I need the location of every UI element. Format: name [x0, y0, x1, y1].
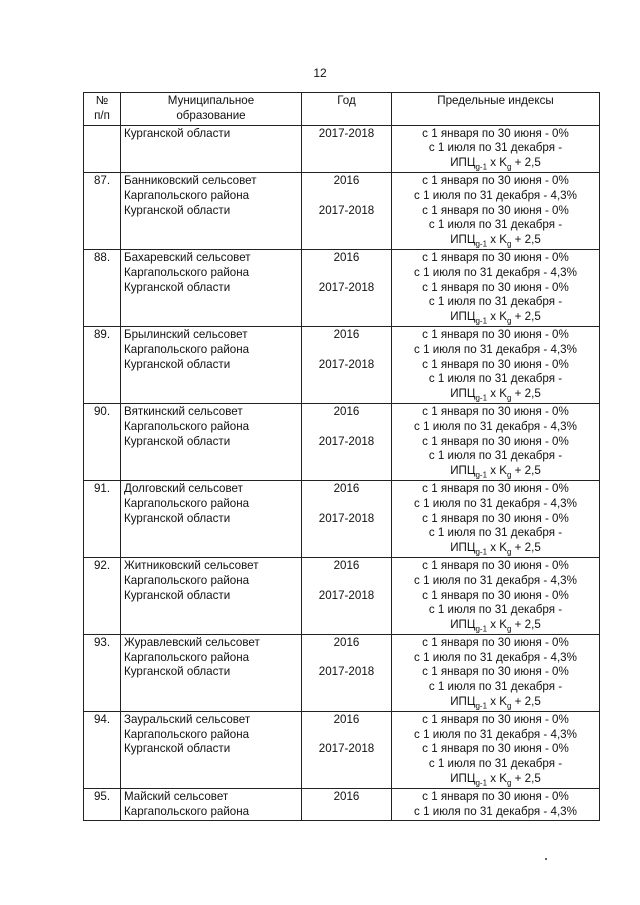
- formula-sub1: g-1: [475, 162, 488, 172]
- index-formula: [395, 387, 596, 402]
- header-municipality-line2: образование: [176, 108, 246, 122]
- index-jul-dec: с 1 июля по 31 декабря -: [428, 218, 563, 232]
- formula-times: x K: [487, 541, 507, 555]
- formula-times: x K: [487, 618, 507, 632]
- table-header-row: [84, 93, 600, 126]
- row-number: 93.: [84, 634, 121, 711]
- row-year: [302, 557, 392, 634]
- index-formula: [395, 310, 596, 325]
- municipality-region: Курганской области: [124, 434, 231, 448]
- year-2017-2018: 2017-2018: [318, 280, 375, 294]
- formula-times: x K: [487, 387, 507, 401]
- index-jul-dec: с 1 июля по 31 декабря -: [428, 141, 563, 155]
- year-2017-2018: 2017-2018: [318, 588, 375, 602]
- row-indices: [392, 125, 600, 172]
- scan-speck: [545, 858, 547, 860]
- table-row: [84, 788, 600, 821]
- index-jan-jun: с 1 января по 30 июня - 0%: [422, 327, 569, 341]
- formula-sub2: g: [507, 470, 512, 480]
- index-jan-jun: с 1 января по 30 июня - 0%: [422, 789, 569, 803]
- index-jul-dec-pct: с 1 июля по 31 декабря - 4,3%: [414, 650, 577, 664]
- row-number: 87.: [84, 172, 121, 249]
- index-jul-dec-pct: с 1 июля по 31 декабря - 4,3%: [414, 573, 577, 587]
- formula-tail: + 2,5: [511, 310, 541, 324]
- row-indices: [392, 480, 600, 557]
- index-jul-dec: с 1 июля по 31 декабря -: [428, 603, 563, 617]
- municipality-region: Курганской области: [124, 588, 231, 602]
- formula-sub2: g: [507, 162, 512, 172]
- municipality-name: Журавлевский сельсовет: [124, 635, 260, 649]
- municipality-district: Каргапольского района: [124, 265, 250, 279]
- municipality-district: Каргапольского района: [124, 342, 250, 356]
- index-formula: [395, 772, 596, 787]
- table-row: [84, 557, 600, 634]
- index-jul-dec-pct: с 1 июля по 31 декабря - 4,3%: [414, 419, 577, 433]
- row-number: 91.: [84, 480, 121, 557]
- header-year: Год: [302, 93, 392, 126]
- municipality-region: Курганской области: [124, 665, 231, 679]
- index-jan-jun-2: с 1 января по 30 июня - 0%: [422, 203, 569, 217]
- index-jul-dec: с 1 июля по 31 декабря -: [428, 449, 563, 463]
- municipality-name: Банниковский сельсовет: [124, 173, 257, 187]
- index-jul-dec: с 1 июля по 31 декабря -: [428, 295, 563, 309]
- row-municipality: [121, 249, 302, 326]
- index-jan-jun-2: с 1 января по 30 июня - 0%: [422, 742, 569, 756]
- formula-sub1: g-1: [475, 778, 488, 788]
- formula-sub2: g: [507, 239, 512, 249]
- formula-tail: + 2,5: [511, 772, 541, 786]
- row-municipality: [121, 788, 302, 821]
- year-2016: 2016: [333, 327, 360, 341]
- formula-base: ИПЦ: [450, 156, 476, 170]
- municipality-name: Брылинский сельсовет: [124, 327, 248, 341]
- row-number: 88.: [84, 249, 121, 326]
- municipality-region: Курганской области: [124, 357, 231, 371]
- page-number: 12: [313, 66, 327, 80]
- row-year: [302, 172, 392, 249]
- municipality-district: Каргапольского района: [124, 650, 250, 664]
- municipality-district: Каргапольского района: [124, 727, 250, 741]
- index-jan-jun: с 1 января по 30 июня - 0%: [422, 250, 569, 264]
- row-indices: [392, 172, 600, 249]
- row-year: [302, 249, 392, 326]
- index-formula: [395, 464, 596, 479]
- year-2017-2018: 2017-2018: [318, 434, 375, 448]
- row-municipality: [121, 480, 302, 557]
- year-spacer: [305, 189, 388, 204]
- year-value: 2017-2018: [318, 126, 375, 140]
- year-spacer: [305, 728, 388, 743]
- index-jan-jun-2: с 1 января по 30 июня - 0%: [422, 434, 569, 448]
- municipality-name: Житниковский сельсовет: [124, 558, 259, 572]
- year-spacer: [305, 497, 388, 512]
- year-spacer: [305, 574, 388, 589]
- formula-tail: + 2,5: [511, 464, 541, 478]
- index-jul-dec-pct: с 1 июля по 31 декабря - 4,3%: [414, 188, 577, 202]
- index-formula: [395, 695, 596, 710]
- formula-sub2: g: [507, 778, 512, 788]
- row-indices: [392, 326, 600, 403]
- formula-base: ИПЦ: [450, 772, 476, 786]
- row-municipality: [121, 326, 302, 403]
- formula-tail: + 2,5: [511, 541, 541, 555]
- row-municipality: [121, 403, 302, 480]
- formula-base: ИПЦ: [450, 233, 476, 247]
- municipality-name: Долговский сельсовет: [124, 481, 243, 495]
- row-indices: [392, 557, 600, 634]
- formula-times: x K: [487, 233, 507, 247]
- municipality-name: Майский сельсовет: [124, 789, 229, 803]
- index-jul-dec: с 1 июля по 31 декабря -: [428, 680, 563, 694]
- header-number: [84, 93, 121, 126]
- formula-tail: + 2,5: [511, 618, 541, 632]
- index-jul-dec-pct: с 1 июля по 31 декабря - 4,3%: [414, 265, 577, 279]
- row-year: [302, 480, 392, 557]
- year-2017-2018: 2017-2018: [318, 357, 375, 371]
- municipality-district: Каргапольского района: [124, 419, 250, 433]
- row-number: 89.: [84, 326, 121, 403]
- year-2017-2018: 2017-2018: [318, 511, 375, 525]
- row-number: [84, 125, 121, 172]
- formula-times: x K: [487, 695, 507, 709]
- table-row: [84, 249, 600, 326]
- index-jan-jun-2: с 1 января по 30 июня - 0%: [422, 511, 569, 525]
- formula-base: ИПЦ: [450, 464, 476, 478]
- row-year: [302, 634, 392, 711]
- header-municipality-line1: Муниципальное: [167, 94, 255, 107]
- index-formula: [395, 233, 596, 248]
- index-jul-dec: с 1 июля по 31 декабря -: [428, 757, 563, 771]
- year-2016: 2016: [333, 404, 360, 418]
- year-2016: 2016: [333, 558, 360, 572]
- row-number: 94.: [84, 711, 121, 788]
- formula-sub2: g: [507, 316, 512, 326]
- municipality-region: Курганской области: [124, 203, 231, 217]
- formula-sub1: g-1: [475, 239, 488, 249]
- municipality-name: Бахаревский сельсовет: [124, 250, 251, 264]
- table-row: [84, 711, 600, 788]
- municipality-region: Курганской области: [124, 126, 231, 140]
- year-spacer: [305, 420, 388, 435]
- index-jul-dec-pct: с 1 июля по 31 декабря - 4,3%: [414, 496, 577, 510]
- index-formula: [395, 618, 596, 633]
- table-row: [84, 634, 600, 711]
- row-municipality: [121, 125, 302, 172]
- index-jan-jun: с 1 января по 30 июня - 0%: [422, 712, 569, 726]
- formula-sub2: g: [507, 393, 512, 403]
- municipality-district: Каргапольского района: [124, 804, 250, 818]
- index-jul-dec-pct: с 1 июля по 31 декабря - 4,3%: [414, 727, 577, 741]
- formula-base: ИПЦ: [450, 695, 476, 709]
- index-jul-dec-pct: с 1 июля по 31 декабря - 4,3%: [414, 804, 577, 818]
- year-2016: 2016: [333, 250, 360, 264]
- table-row: [84, 326, 600, 403]
- formula-sub2: g: [507, 624, 512, 634]
- row-municipality: [121, 172, 302, 249]
- formula-sub1: g-1: [475, 624, 488, 634]
- index-jan-jun-2: с 1 января по 30 июня - 0%: [422, 280, 569, 294]
- index-jan-jun: с 1 января по 30 июня - 0%: [422, 558, 569, 572]
- index-jan-jun: с 1 января по 30 июня - 0%: [422, 126, 569, 140]
- row-indices: [392, 403, 600, 480]
- year-2017-2018: 2017-2018: [318, 742, 375, 756]
- year-2017-2018: 2017-2018: [318, 665, 375, 679]
- municipality-region: Курганской области: [124, 511, 231, 525]
- year-2016: 2016: [333, 712, 360, 726]
- year-spacer: [305, 343, 388, 358]
- formula-sub1: g-1: [475, 470, 488, 480]
- formula-times: x K: [487, 156, 507, 170]
- index-jan-jun-2: с 1 января по 30 июня - 0%: [422, 665, 569, 679]
- formula-base: ИПЦ: [450, 618, 476, 632]
- municipality-district: Каргапольского района: [124, 496, 250, 510]
- year-2016: 2016: [333, 635, 360, 649]
- year-2017-2018: 2017-2018: [318, 203, 375, 217]
- row-year: [302, 711, 392, 788]
- index-jan-jun: с 1 января по 30 июня - 0%: [422, 635, 569, 649]
- header-municipality: [121, 93, 302, 126]
- municipality-name: Зауральский сельсовет: [124, 712, 251, 726]
- year-spacer: [305, 651, 388, 666]
- table-row-continuation: [84, 125, 600, 172]
- formula-sub2: g: [507, 547, 512, 557]
- index-jan-jun: с 1 января по 30 июня - 0%: [422, 404, 569, 418]
- header-number-line2: п/п: [94, 108, 110, 122]
- row-number: 92.: [84, 557, 121, 634]
- formula-sub1: g-1: [475, 316, 488, 326]
- row-number: 90.: [84, 403, 121, 480]
- row-indices: [392, 634, 600, 711]
- formula-tail: + 2,5: [511, 695, 541, 709]
- index-formula: [395, 541, 596, 556]
- municipality-region: Курганской области: [124, 742, 231, 756]
- formula-times: x K: [487, 464, 507, 478]
- formula-base: ИПЦ: [450, 541, 476, 555]
- table-row: [84, 480, 600, 557]
- row-number: 95.: [84, 788, 121, 821]
- row-year: [302, 403, 392, 480]
- index-jan-jun: с 1 января по 30 июня - 0%: [422, 481, 569, 495]
- header-number-line1: №: [95, 94, 109, 107]
- year-spacer: [305, 266, 388, 281]
- formula-base: ИПЦ: [450, 387, 476, 401]
- row-year: [302, 326, 392, 403]
- limit-indices-table: [83, 92, 600, 821]
- municipality-district: Каргапольского района: [124, 188, 250, 202]
- row-municipality: [121, 711, 302, 788]
- index-jan-jun-2: с 1 января по 30 июня - 0%: [422, 588, 569, 602]
- municipality-region: Курганской области: [124, 280, 231, 294]
- table-row: [84, 403, 600, 480]
- index-formula: [395, 156, 596, 171]
- row-indices: [392, 711, 600, 788]
- formula-tail: + 2,5: [511, 156, 541, 170]
- table-row: [84, 172, 600, 249]
- row-indices: [392, 788, 600, 821]
- municipality-district: Каргапольского района: [124, 573, 250, 587]
- formula-sub1: g-1: [475, 701, 488, 711]
- row-year: [302, 125, 392, 172]
- year-2016: 2016: [333, 173, 360, 187]
- formula-times: x K: [487, 310, 507, 324]
- row-indices: [392, 249, 600, 326]
- index-jul-dec-pct: с 1 июля по 31 декабря - 4,3%: [414, 342, 577, 356]
- row-year: [302, 788, 392, 821]
- index-jul-dec: с 1 июля по 31 декабря -: [428, 526, 563, 540]
- formula-base: ИПЦ: [450, 310, 476, 324]
- index-jul-dec: с 1 июля по 31 декабря -: [428, 372, 563, 386]
- year-2016: 2016: [333, 481, 360, 495]
- row-municipality: [121, 634, 302, 711]
- formula-sub1: g-1: [475, 393, 488, 403]
- formula-times: x K: [487, 772, 507, 786]
- row-municipality: [121, 557, 302, 634]
- municipality-name: Вяткинский сельсовет: [124, 404, 243, 418]
- year-2016: 2016: [333, 789, 360, 803]
- formula-sub2: g: [507, 701, 512, 711]
- formula-tail: + 2,5: [511, 387, 541, 401]
- header-indices: Предельные индексы: [392, 93, 600, 126]
- index-jan-jun-2: с 1 января по 30 июня - 0%: [422, 357, 569, 371]
- formula-tail: + 2,5: [511, 233, 541, 247]
- index-jan-jun: с 1 января по 30 июня - 0%: [422, 173, 569, 187]
- formula-sub1: g-1: [475, 547, 488, 557]
